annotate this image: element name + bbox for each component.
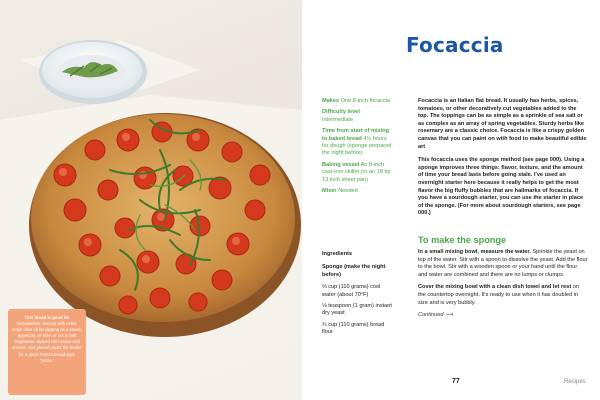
continued-label: Continued ⟿ — [418, 312, 454, 319]
ingredients-list — [322, 251, 394, 341]
intro-paragraph-1: Focaccia is an Italian flat bread. It usually has herbs, spices, tomatoes, or other decoratively cut vegetables added to the top. The toppings can be as simple as a sprinkle of sea salt or as complex as an array of spring vegetables. Sturdy herbs like rosemary are a classic choice. Focaccia is like a crispy golden canvas that you can paint on with food to make beautiful edible art — [418, 98, 587, 150]
sponge-heading: Sponge (make the night before) — [322, 264, 386, 278]
meta-mixer: Mixer Needed — [322, 188, 358, 195]
meta-makes: Makes One 8-inch focaccia — [322, 98, 391, 104]
ingredients-heading: Ingredients — [322, 251, 353, 257]
callout-lead: This bread is good for — [24, 315, 70, 320]
step-2: Cover the mixing bowl with a clean dish towel and let rest on the countertop overnight. It's ready to use when it has doubled in size and is very bubbly. — [418, 284, 580, 306]
meta-time: Time from start of mixing to baked bread 4½ hours for dough (sponge prepared the night before) — [322, 128, 392, 157]
focaccia-bread — [29, 113, 301, 337]
herb-bowl — [39, 40, 147, 104]
callout-text: Sandwiches; serving with extra-virgin olive oil for dipping as a snack, appetizer, or side; or cut in half lengthwise, topped with sauce and cheese, and placed under the broiler for a great French bread-style "pizza." — [12, 321, 82, 363]
ingredient-item: ⅛ teaspoon (1 gram) instant dry yeast — [322, 303, 392, 317]
page-number: 77 — [452, 378, 460, 385]
ingredient-item: ¾ cup (110 grams) bread flour — [322, 321, 385, 336]
meta-difficulty: Difficulty level Intermediate — [322, 109, 360, 123]
recipe-meta — [322, 98, 392, 199]
page-title: Focaccia — [406, 33, 504, 57]
ingredient-item: ⅔ cup (110 grams) cool water (about 70°F) — [322, 284, 381, 298]
intro-paragraph-2: This focaccia uses the sponge method (see page 000). Using a sponge improves three things: flavor, texture, and the amount of time your bread lasts before going stale. I've used an overnight starter here because it really helps to get the most flavor the big fluffy bubbles that are hallmarks of focaccia. If you have a sourdough starter, you can use the starter in place of the sponge. (For more about sourdough starters, see page 000.) — [418, 157, 585, 217]
usage-callout — [8, 309, 86, 395]
sponge-steps — [418, 249, 588, 320]
meta-vessel: Baking vessel An 8-inch cast-iron skillet (or an 18 by 13 inch sheet pan) — [322, 161, 391, 183]
section-footer: Recipes — [564, 379, 586, 385]
recipe-page — [302, 0, 600, 400]
intro-text — [418, 98, 588, 224]
step-1: In a small mixing bowl, measure the water. Sprinkle the yeast on top of the water. Stir with a spoon to dissolve the yeast. Add the flour to the bowl. Stir with a wooden spoon or your hand until the flour and water are combined and there are no lumps or clumps. — [418, 249, 588, 278]
sponge-subheading: To make the sponge — [418, 235, 507, 245]
